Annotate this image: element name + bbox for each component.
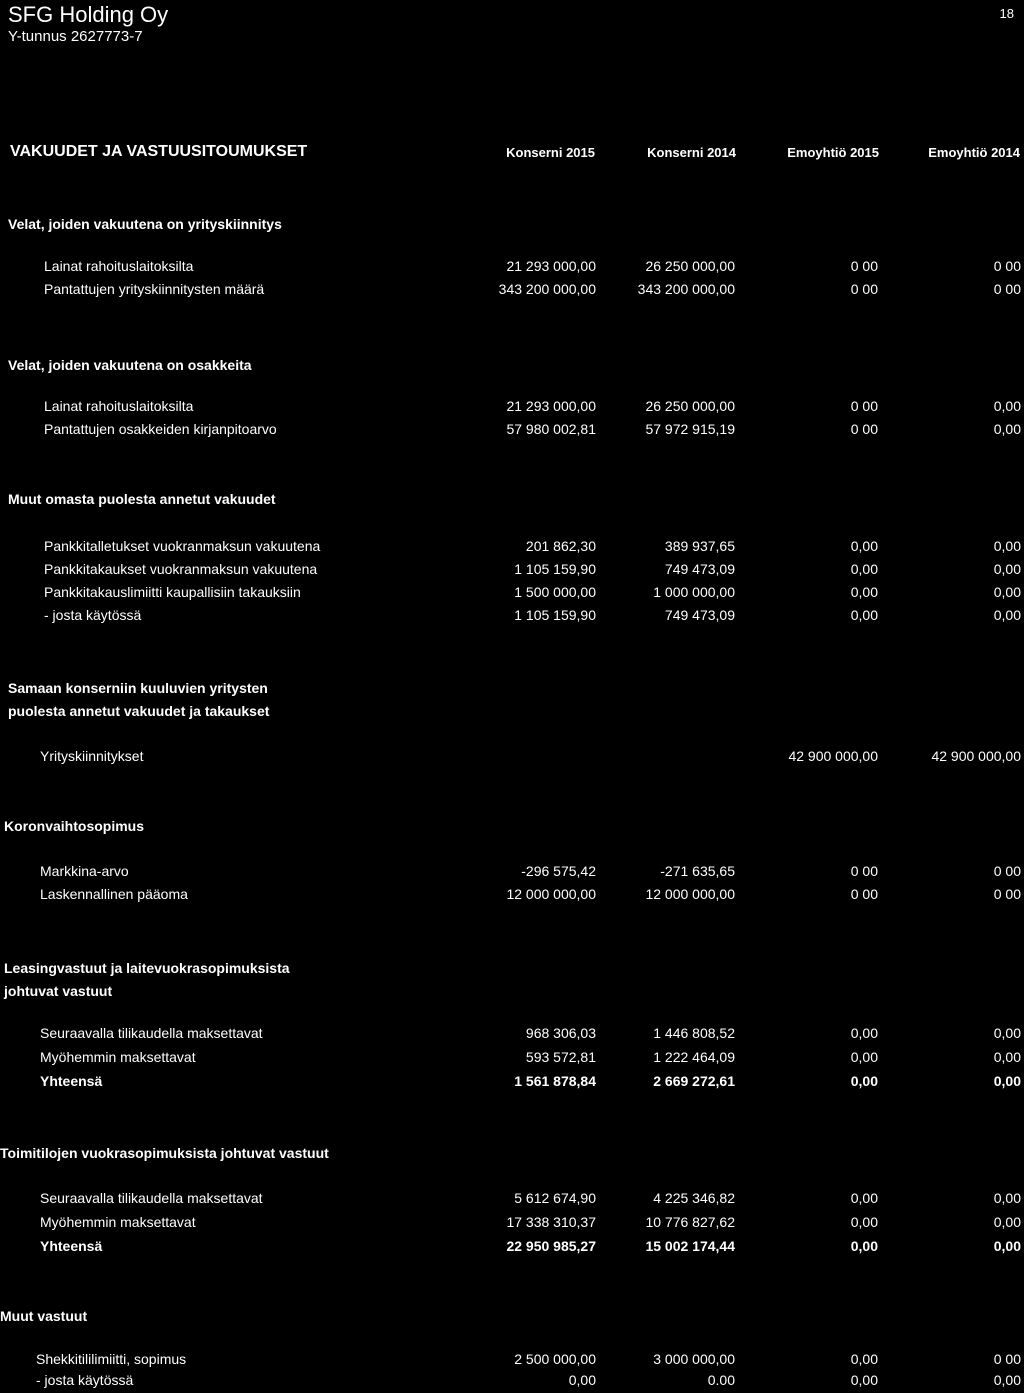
cell-value: 0,00 xyxy=(850,1214,878,1230)
row-label: Yrityskiinnitykset xyxy=(40,748,144,764)
cell-value: 0 00 xyxy=(850,886,878,902)
cell-value: 0,00 xyxy=(850,561,878,577)
cell-value: 21 293 000,00 xyxy=(506,258,596,274)
cell-value: 0,00 xyxy=(850,1025,878,1041)
row-label: Pankkitalletukset vuokranmaksun vakuutena xyxy=(44,538,321,554)
row-label: Laskennallinen pääoma xyxy=(40,886,188,902)
cell-value: 0,00 xyxy=(993,1190,1021,1206)
cell-value: 2 500 000,00 xyxy=(514,1351,596,1367)
cell-value-total: 0,00 xyxy=(993,1073,1021,1089)
row-label-total: Yhteensä xyxy=(40,1238,103,1254)
cell-value: 0,00 xyxy=(850,1190,878,1206)
cell-value: 0,00 xyxy=(993,607,1021,623)
cell-value: 1 105 159,90 xyxy=(514,561,596,577)
row-label: Lainat rahoituslaitoksilta xyxy=(44,398,194,414)
cell-value: 26 250 000,00 xyxy=(645,258,735,274)
cell-value: 10 776 827,62 xyxy=(645,1214,735,1230)
cell-value: 0 00 xyxy=(993,258,1021,274)
cell-value-total: 0,00 xyxy=(993,1238,1021,1254)
cell-value: 389 937,65 xyxy=(664,538,735,554)
cell-value-total: 2 669 272,61 xyxy=(653,1073,735,1089)
cell-value: 5 612 674,90 xyxy=(514,1190,596,1206)
cell-value: 0,00 xyxy=(850,607,878,623)
cell-value: 0 00 xyxy=(993,863,1021,879)
cell-value: 0 00 xyxy=(850,421,878,437)
cell-value: 0,00 xyxy=(850,584,878,600)
page-number: 18 xyxy=(999,6,1014,21)
cell-value: 42 900 000,00 xyxy=(931,748,1021,764)
row-label: - josta käytössä xyxy=(44,607,142,623)
company-name: SFG Holding Oy xyxy=(8,2,169,27)
cell-value: 749 473,09 xyxy=(664,561,735,577)
cell-value: 0,00 xyxy=(850,1049,878,1065)
cell-value: 0,00 xyxy=(993,421,1021,437)
section-title: Muut vastuut xyxy=(0,1308,88,1324)
cell-value: 0,00 xyxy=(993,1214,1021,1230)
cell-value-total: 22 950 985,27 xyxy=(506,1238,596,1254)
section-title: Toimitilojen vuokrasopimuksista johtuvat vastuut xyxy=(0,1145,329,1161)
section-title: Velat, joiden vakuutena on osakkeita xyxy=(8,357,252,373)
cell-value-total: 15 002 174,44 xyxy=(645,1238,735,1254)
row-label: Myöhemmin maksettavat xyxy=(40,1049,196,1065)
row-label: Seuraavalla tilikaudella maksettavat xyxy=(40,1025,263,1041)
cell-value: -271 635,65 xyxy=(660,863,735,879)
row-label: Pantattujen osakkeiden kirjanpitoarvo xyxy=(44,421,277,437)
cell-value: 968 306,03 xyxy=(525,1025,596,1041)
cell-value: 0 00 xyxy=(850,258,878,274)
cell-value: 3 000 000,00 xyxy=(653,1351,735,1367)
section-title-line2: puolesta annetut vakuudet ja takaukset xyxy=(8,703,270,719)
cell-value: 1 446 808,52 xyxy=(653,1025,735,1041)
cell-value: 0,00 xyxy=(993,1025,1021,1041)
column-header-emoyhtio-2015: Emoyhtiö 2015 xyxy=(787,145,879,160)
cell-value: 12 000 000,00 xyxy=(645,886,735,902)
cell-value: 0,00 xyxy=(993,398,1021,414)
row-label: Markkina-arvo xyxy=(40,863,129,879)
section-title: Muut omasta puolesta annetut vakuudet xyxy=(8,491,276,507)
cell-value: 0,00 xyxy=(993,584,1021,600)
cell-value: 1 500 000,00 xyxy=(514,584,596,600)
section-title: Leasingvastuut ja laitevuokrasopimuksista xyxy=(4,960,290,976)
cell-value: 0 00 xyxy=(850,863,878,879)
cell-value: 4 225 346,82 xyxy=(653,1190,735,1206)
row-label-total: Yhteensä xyxy=(40,1073,103,1089)
cell-value: 21 293 000,00 xyxy=(506,398,596,414)
cell-value-total: 1 561 878,84 xyxy=(514,1073,596,1089)
row-label: Shekkitililimiitti, sopimus xyxy=(36,1351,187,1367)
cell-value: 0,00 xyxy=(993,561,1021,577)
column-header-konserni-2014: Konserni 2014 xyxy=(647,145,736,160)
cell-value: 57 980 002,81 xyxy=(506,421,596,437)
cell-value: 0 00 xyxy=(993,281,1021,297)
section-title-line2: johtuvat vastuut xyxy=(4,983,113,999)
cell-value: -296 575,42 xyxy=(521,863,596,879)
row-label: Myöhemmin maksettavat xyxy=(40,1214,196,1230)
row-label: Seuraavalla tilikaudella maksettavat xyxy=(40,1190,263,1206)
row-label: - josta käytössä xyxy=(36,1372,134,1388)
cell-value: 1 000 000,00 xyxy=(653,584,735,600)
cell-value: 1 222 464,09 xyxy=(653,1049,735,1065)
cell-value: 0,00 xyxy=(850,1372,878,1388)
cell-value: 42 900 000,00 xyxy=(788,748,878,764)
cell-value: 593 572,81 xyxy=(525,1049,596,1065)
cell-value: 749 473,09 xyxy=(664,607,735,623)
row-label: Pantattujen yrityskiinnitysten määrä xyxy=(44,281,265,297)
row-label: Pankkitakauslimiitti kaupallisiin takauksiin xyxy=(44,584,301,600)
column-header-konserni-2015: Konserni 2015 xyxy=(506,145,595,160)
cell-value: 343 200 000,00 xyxy=(637,281,735,297)
cell-value: 12 000 000,00 xyxy=(506,886,596,902)
cell-value: 201 862,30 xyxy=(525,538,596,554)
cell-value: 0 00 xyxy=(993,1351,1021,1367)
cell-value-total: 0,00 xyxy=(850,1238,878,1254)
section-title: Koronvaihtosopimus xyxy=(4,818,145,834)
cell-value: 0,00 xyxy=(993,1372,1021,1388)
cell-value: 0.00 xyxy=(707,1372,735,1388)
cell-value: 57 972 915,19 xyxy=(645,421,735,437)
cell-value: 26 250 000,00 xyxy=(645,398,735,414)
page-title: VAKUUDET JA VASTUUSITOUMUKSET xyxy=(10,143,308,160)
cell-value: 0 00 xyxy=(850,281,878,297)
cell-value: 0,00 xyxy=(993,1049,1021,1065)
cell-value: 0 00 xyxy=(850,398,878,414)
cell-value: 0,00 xyxy=(850,538,878,554)
cell-value: 343 200 000,00 xyxy=(498,281,596,297)
row-label: Lainat rahoituslaitoksilta xyxy=(44,258,194,274)
cell-value: 0,00 xyxy=(568,1372,596,1388)
cell-value: 0 00 xyxy=(993,886,1021,902)
section-title: Velat, joiden vakuutena on yrityskiinnitys xyxy=(8,216,282,232)
cell-value: 0,00 xyxy=(993,538,1021,554)
cell-value-total: 0,00 xyxy=(850,1073,878,1089)
row-label: Pankkitakaukset vuokranmaksun vakuutena xyxy=(44,561,318,577)
cell-value: 1 105 159,90 xyxy=(514,607,596,623)
cell-value: 0,00 xyxy=(850,1351,878,1367)
business-id: Y-tunnus 2627773-7 xyxy=(8,28,143,45)
column-header-emoyhtio-2014: Emoyhtiö 2014 xyxy=(928,145,1020,160)
section-title: Samaan konserniin kuuluvien yritysten xyxy=(8,680,268,696)
cell-value: 17 338 310,37 xyxy=(506,1214,596,1230)
